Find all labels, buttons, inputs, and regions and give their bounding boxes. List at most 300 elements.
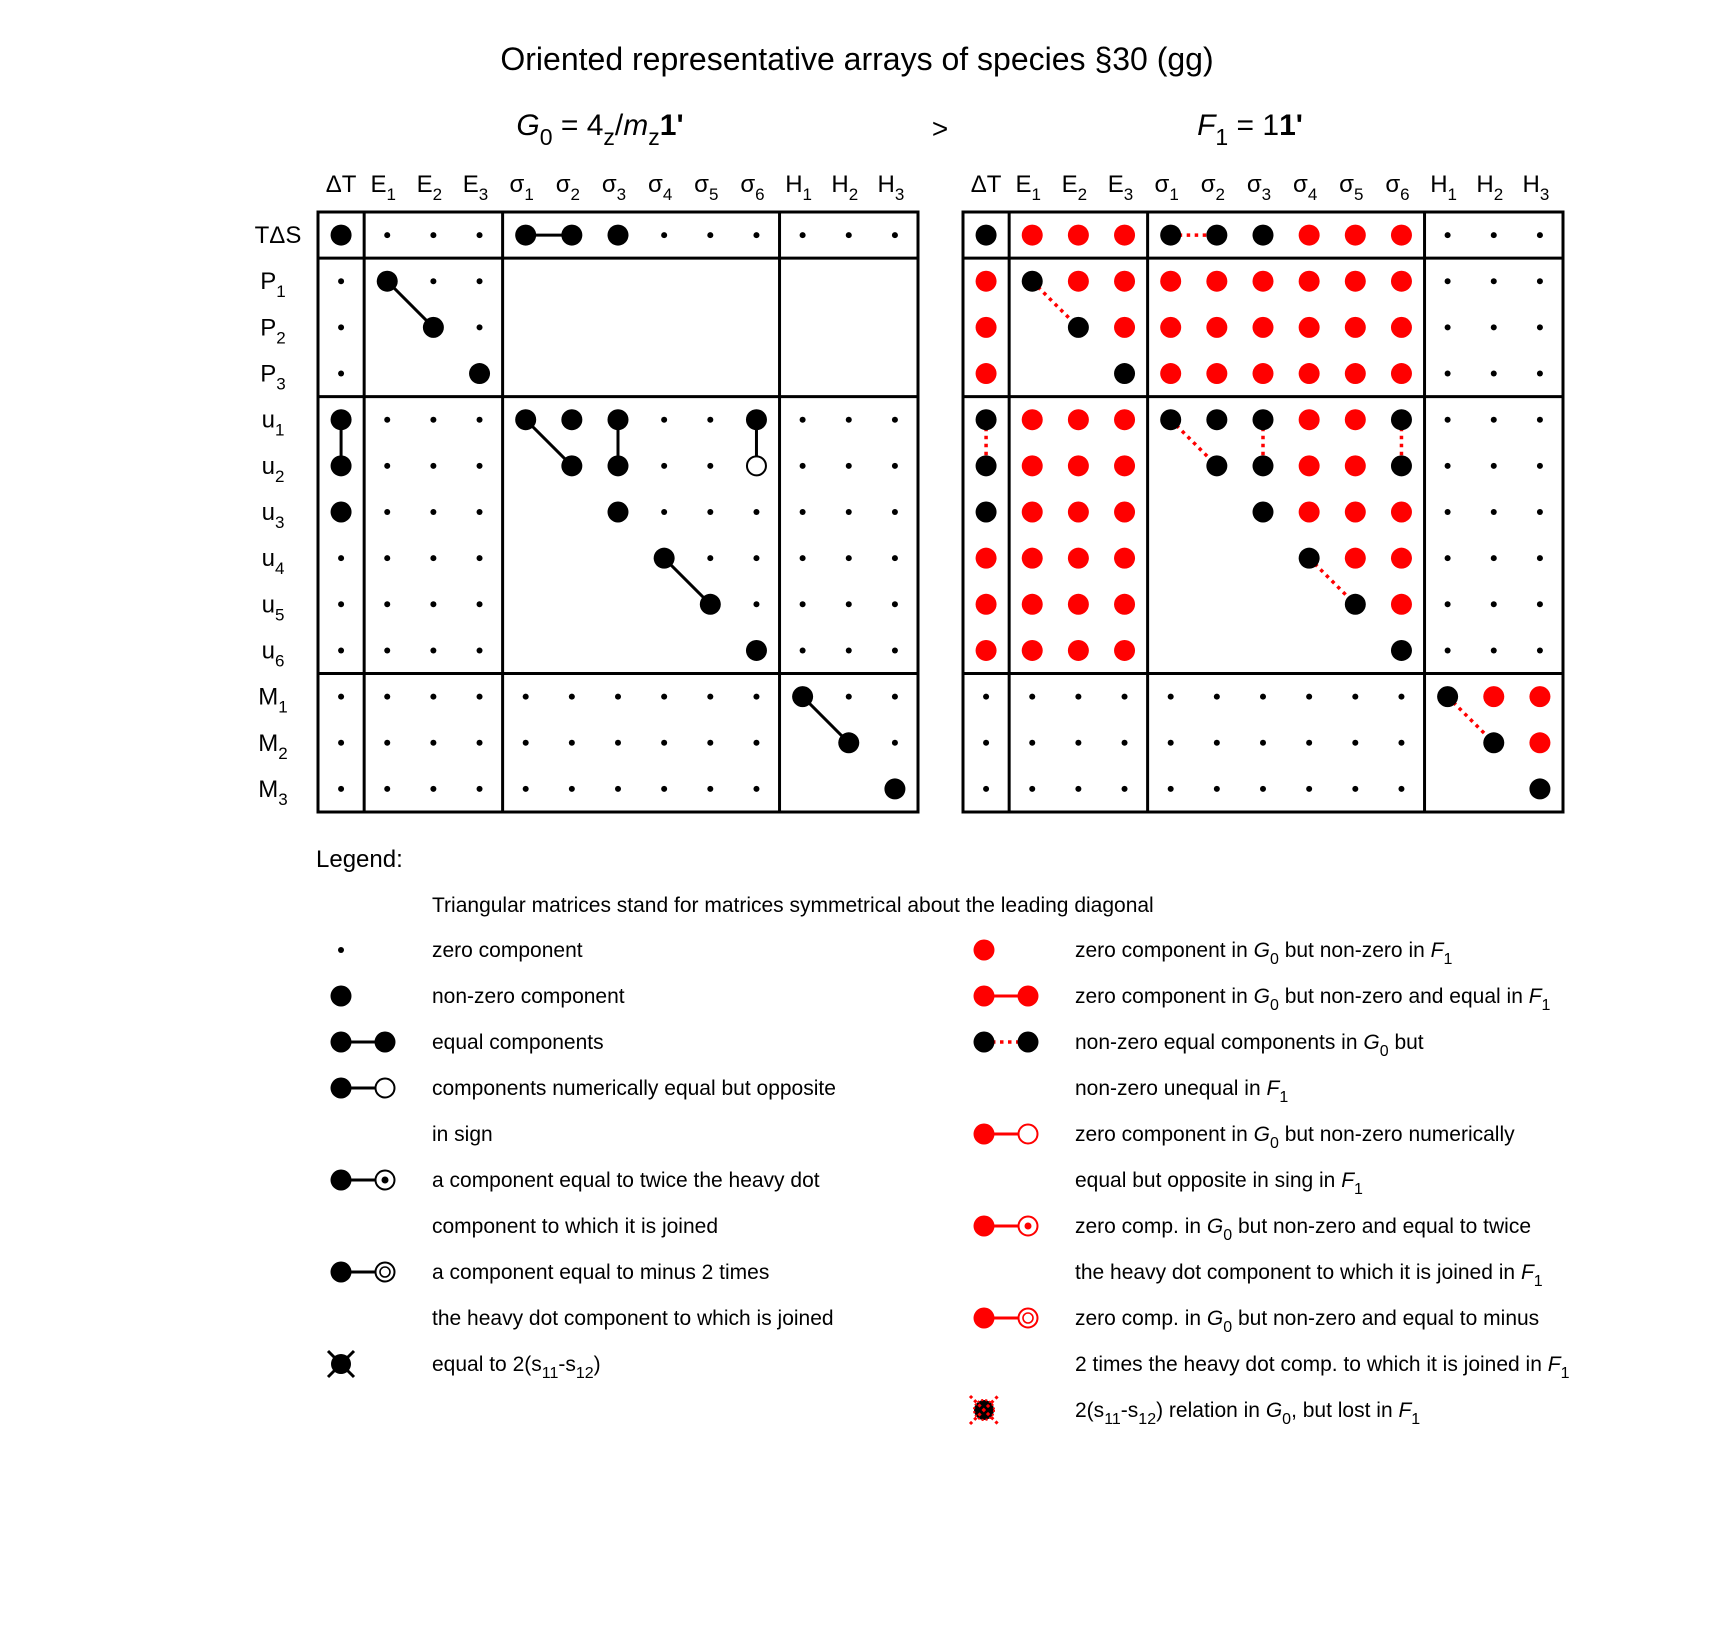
row-header <box>262 453 285 486</box>
zero-dot <box>707 232 713 238</box>
label-text: m <box>623 109 649 142</box>
column-header-base: σ <box>1200 171 1216 198</box>
heavy-dot <box>331 225 352 246</box>
column-header <box>1293 171 1317 204</box>
legend-text <box>1075 939 1452 968</box>
zero-dot <box>1491 324 1497 330</box>
red-dot <box>1299 271 1320 292</box>
zero-dot <box>1537 647 1543 653</box>
zero-dot <box>1168 786 1174 792</box>
row-header-base: P <box>260 314 277 342</box>
matrix-right <box>963 171 1563 812</box>
zero-dot-symbol <box>338 947 344 953</box>
legend-text <box>432 1307 834 1330</box>
label-text: non-zero component <box>432 985 625 1008</box>
zero-dot <box>1537 463 1543 469</box>
label-text: ) relation in <box>1156 1399 1266 1422</box>
column-header-base: E <box>1061 171 1078 198</box>
column-header-base: E <box>1107 171 1124 198</box>
column-header-base: σ <box>694 171 709 198</box>
zero-dot <box>892 509 898 515</box>
heavy-dot <box>746 640 767 661</box>
zero-dot <box>846 694 852 700</box>
heavy-dot <box>377 271 398 292</box>
label-text: non-zero unequal in <box>1075 1077 1267 1100</box>
legend-dot <box>331 1262 352 1283</box>
zero-dot <box>1122 740 1128 746</box>
red-dot <box>1068 502 1089 523</box>
column-header-base: H <box>1522 171 1540 198</box>
column-header <box>1339 171 1363 204</box>
legend-text <box>432 1261 769 1284</box>
zero-dot <box>384 509 390 515</box>
zero-dot <box>1445 555 1451 561</box>
column-header-base: σ <box>1385 171 1401 198</box>
label-text: , but lost in <box>1291 1399 1399 1422</box>
zero-dot <box>1029 786 1035 792</box>
zero-dot <box>800 509 806 515</box>
row-header-base: u <box>261 499 275 526</box>
dotted-link-symbol <box>974 1032 1039 1053</box>
red-dot <box>1253 317 1274 338</box>
row-header-base: P <box>260 268 277 296</box>
column-header-subscript: 2 <box>570 185 580 204</box>
zero-dot <box>1491 232 1497 238</box>
zero-dot <box>892 647 898 653</box>
label-text: F <box>1520 1261 1534 1284</box>
zero-dot <box>1029 694 1035 700</box>
legend-dot <box>974 940 995 961</box>
zero-dot <box>1122 786 1128 792</box>
column-header <box>370 171 395 204</box>
zero-dot <box>477 509 483 515</box>
legend-dot <box>338 947 344 953</box>
zero-dot <box>615 740 621 746</box>
label-text: the heavy dot component to which is joined <box>432 1307 834 1330</box>
legend-text <box>432 1169 820 1192</box>
zero-dot <box>430 601 436 607</box>
legend-text <box>432 1031 604 1054</box>
row-header-base: u <box>261 406 275 434</box>
red-minus-two-link-symbol <box>974 1308 1038 1329</box>
label-text: -s <box>1120 1399 1139 1422</box>
compare-symbol: > <box>931 113 949 144</box>
zero-dot <box>477 278 483 284</box>
zero-dot <box>477 463 483 469</box>
zero-dot <box>1398 740 1404 746</box>
column-header-base: σ <box>601 171 617 198</box>
zero-dot <box>1352 740 1358 746</box>
zero-dot <box>338 786 344 792</box>
column-header <box>878 171 905 204</box>
red-dot <box>1391 363 1412 384</box>
zero-dot <box>1491 601 1497 607</box>
zero-dot <box>430 509 436 515</box>
heavy-dot <box>561 455 582 476</box>
row-header <box>262 407 285 440</box>
heavy-dot <box>608 225 629 246</box>
zero-dot <box>338 555 344 561</box>
legend-dot <box>331 1032 352 1053</box>
zero-dot <box>523 694 529 700</box>
row-header-subscript: 2 <box>274 466 285 486</box>
column-header <box>831 171 858 204</box>
heavy-dot <box>1253 455 1274 476</box>
zero-dot <box>753 232 759 238</box>
red-dot <box>1022 455 1043 476</box>
label-text: G <box>1206 1307 1224 1330</box>
red-dot <box>1253 271 1274 292</box>
label-text: F <box>1547 1353 1561 1376</box>
red-dot <box>1345 271 1366 292</box>
row-header <box>260 314 285 347</box>
heavy-dot <box>1391 640 1412 661</box>
zero-dot <box>477 601 483 607</box>
red-dot <box>1068 594 1089 615</box>
legend-text <box>1075 1169 1363 1198</box>
zero-dot <box>1075 694 1081 700</box>
label-text: -s <box>558 1353 576 1376</box>
zero-dot <box>846 509 852 515</box>
label-text: G <box>1253 985 1270 1008</box>
legend-text <box>432 1077 836 1100</box>
zero-dot <box>569 694 575 700</box>
column-header-base: σ <box>555 171 571 198</box>
subscript-text: 1 <box>1560 1365 1570 1382</box>
legend-text <box>1075 985 1551 1014</box>
zero-dot <box>1491 463 1497 469</box>
zero-dot <box>661 463 667 469</box>
column-header-base: σ <box>648 171 663 198</box>
heavy-dot <box>976 225 997 246</box>
legend-center-dot <box>382 1177 389 1184</box>
zero-dot <box>1352 786 1358 792</box>
label-text: F <box>1430 939 1444 962</box>
red-dot <box>1529 732 1550 753</box>
zero-dot <box>523 786 529 792</box>
column-header <box>1247 171 1271 204</box>
legend-layer <box>328 939 1570 1428</box>
zero-dot <box>983 786 989 792</box>
zero-dot <box>892 232 898 238</box>
zero-dot <box>846 647 852 653</box>
zero-dot <box>569 740 575 746</box>
zero-dot <box>1214 740 1220 746</box>
zero-dot <box>800 601 806 607</box>
zero-dot <box>1491 417 1497 423</box>
legend-text <box>1075 1031 1424 1060</box>
zero-dot <box>753 601 759 607</box>
red-dot <box>1022 594 1043 615</box>
subscript-text: 0 <box>1269 997 1279 1014</box>
row-header-subscript: 6 <box>274 651 285 671</box>
red-dot <box>1114 317 1135 338</box>
label-text: components numerically equal but opposite <box>432 1077 836 1100</box>
label-text: zero component <box>432 939 583 962</box>
subscript-text: 1 <box>1411 1411 1421 1428</box>
column-header-base: H <box>831 171 849 198</box>
red-dot <box>1391 548 1412 569</box>
red-dot <box>976 594 997 615</box>
zero-dot <box>1445 509 1451 515</box>
zero-dot <box>1214 786 1220 792</box>
column-header-subscript: 6 <box>1400 185 1410 204</box>
red-dot <box>1391 594 1412 615</box>
heavy-dot <box>1022 271 1043 292</box>
heavy-dot <box>469 363 490 384</box>
red-dot <box>976 640 997 661</box>
row-header <box>262 545 285 578</box>
subscript-text: 0 <box>1269 1135 1279 1152</box>
equal-link-symbol <box>331 1032 396 1053</box>
column-header-subscript: 6 <box>755 185 765 204</box>
heavy-dot <box>1437 686 1458 707</box>
zero-dot <box>1537 417 1543 423</box>
column-header <box>510 171 534 204</box>
twice-link-symbol <box>331 1170 395 1191</box>
heavy-dot <box>608 455 629 476</box>
matrix-left <box>255 171 918 812</box>
column-header-base: σ <box>740 171 756 198</box>
label-text: zero component in <box>1075 985 1254 1008</box>
zero-dot <box>430 555 436 561</box>
zero-dot <box>477 694 483 700</box>
zero-dot <box>430 740 436 746</box>
zero-dot <box>753 694 759 700</box>
red-dot <box>1206 317 1227 338</box>
heavy-dot <box>561 225 582 246</box>
zero-dot <box>384 601 390 607</box>
heavy-dot <box>1299 548 1320 569</box>
row-header-base: u <box>261 452 275 480</box>
label-text: but <box>1388 1031 1424 1054</box>
legend-text <box>432 1215 718 1238</box>
zero-dot <box>983 740 989 746</box>
red-dot <box>1345 363 1366 384</box>
row-header <box>260 268 285 301</box>
zero-dot <box>1537 232 1543 238</box>
zero-dot <box>477 232 483 238</box>
heavy-dot <box>1114 363 1135 384</box>
heavy-dot <box>331 455 352 476</box>
zero-dot <box>1537 324 1543 330</box>
legend-open-dot <box>376 1079 395 1098</box>
column-header-subscript: 3 <box>1123 185 1134 204</box>
label-text: G <box>1253 1123 1270 1146</box>
zero-dot <box>1168 740 1174 746</box>
heavy-dot <box>331 409 352 430</box>
red-dot <box>1391 225 1412 246</box>
column-header-base: ΔT <box>325 171 357 198</box>
column-header-subscript: 5 <box>708 185 719 204</box>
label-text: 1' <box>659 109 684 142</box>
label-text: F <box>1341 1169 1355 1192</box>
label-text: but non-zero in <box>1278 939 1431 962</box>
heavy-dot <box>515 409 536 430</box>
zero-dot <box>1214 694 1220 700</box>
cross-dot-symbol <box>328 1351 354 1377</box>
zero-dot <box>477 647 483 653</box>
label-text: F <box>1266 1077 1280 1100</box>
zero-dot <box>1491 371 1497 377</box>
zero-dot <box>1537 555 1543 561</box>
label-text: zero comp. in <box>1075 1307 1207 1330</box>
red-dot <box>1299 225 1320 246</box>
legend-dot <box>1018 1032 1039 1053</box>
red-dot <box>1114 225 1135 246</box>
red-dot <box>1529 686 1550 707</box>
column-header <box>694 171 718 204</box>
zero-dot <box>384 463 390 469</box>
red-dot <box>1299 502 1320 523</box>
red-dot <box>1253 363 1274 384</box>
red-dot <box>1345 502 1366 523</box>
row-header-base: P <box>260 360 277 388</box>
red-dot <box>976 271 997 292</box>
zero-dot <box>800 555 806 561</box>
red-dot <box>1022 409 1043 430</box>
zero-dot <box>1168 694 1174 700</box>
subscript-text: 12 <box>1138 1411 1157 1428</box>
label-text: equal but opposite in sing in <box>1075 1169 1342 1192</box>
subscript-text: z <box>648 124 660 150</box>
label-text: non-zero equal components in <box>1075 1031 1364 1054</box>
zero-dot <box>1537 601 1543 607</box>
group-right-label <box>1197 109 1303 150</box>
red-dot <box>1114 640 1135 661</box>
zero-dot <box>846 601 852 607</box>
heavy-dot <box>700 594 721 615</box>
column-header-subscript: 2 <box>848 185 859 204</box>
heavy-dot <box>331 502 352 523</box>
column-header <box>1476 171 1503 204</box>
heavy-dot <box>976 455 997 476</box>
label-text: F <box>1528 985 1542 1008</box>
zero-dot <box>892 463 898 469</box>
subscript-text: 1 <box>1541 997 1551 1014</box>
subscript-text: 1 <box>1443 951 1453 968</box>
label-text: but non-zero and equal in <box>1278 985 1529 1008</box>
subscript-text: 12 <box>575 1365 594 1382</box>
legend-text <box>1075 1077 1288 1106</box>
row-header-subscript: 3 <box>276 374 286 394</box>
red-dot <box>1114 594 1135 615</box>
heavy-dot <box>884 778 905 799</box>
red-dot <box>1068 271 1089 292</box>
label-text: the heavy dot component to which it is joined in <box>1075 1261 1521 1284</box>
label-text: / <box>614 109 624 142</box>
zero-dot <box>1445 463 1451 469</box>
zero-dot <box>477 740 483 746</box>
zero-dot <box>615 786 621 792</box>
legend-text <box>432 985 625 1008</box>
zero-dot <box>477 555 483 561</box>
opposite-link-symbol <box>331 1078 395 1099</box>
label-text: component to which it is joined <box>432 1215 718 1238</box>
zero-dot <box>1491 555 1497 561</box>
column-header <box>1201 171 1225 204</box>
column-header-subscript: 3 <box>616 185 627 204</box>
zero-dot <box>384 786 390 792</box>
heavy-dot <box>1160 225 1181 246</box>
row-header-subscript: 3 <box>278 789 288 809</box>
heavy-dot <box>1253 502 1274 523</box>
column-header-subscript: 4 <box>1307 185 1318 204</box>
red-dot <box>1206 271 1227 292</box>
red-dot <box>1160 363 1181 384</box>
zero-dot <box>384 417 390 423</box>
label-text: G <box>516 109 540 142</box>
label-text: G <box>1253 939 1270 962</box>
zero-dot <box>707 694 713 700</box>
column-header <box>740 171 764 204</box>
row-header-base: TΔS <box>254 222 302 250</box>
column-header <box>1155 171 1179 204</box>
zero-dot <box>569 786 575 792</box>
zero-dot <box>477 417 483 423</box>
subscript-text: 1 <box>1279 1089 1289 1106</box>
figure-title: Oriented representative arrays of species §30 (gg) <box>500 41 1214 77</box>
zero-dot <box>384 740 390 746</box>
row-header-subscript: 1 <box>274 420 285 440</box>
label-text: G <box>1363 1031 1380 1054</box>
column-header-base: σ <box>1339 171 1354 198</box>
heavy-dot <box>515 225 536 246</box>
column-header <box>648 171 672 204</box>
column-header-base: ΔT <box>970 171 1002 198</box>
zero-dot <box>1445 601 1451 607</box>
row-header <box>262 591 285 624</box>
red-dot <box>1068 455 1089 476</box>
column-header-subscript: 2 <box>1493 185 1504 204</box>
row-header-base: u <box>261 637 275 665</box>
zero-dot <box>707 463 713 469</box>
label-text: F <box>1197 109 1216 142</box>
row-header-base: M <box>258 729 279 757</box>
column-header-subscript: 1 <box>802 185 813 204</box>
zero-dot <box>338 324 344 330</box>
subscript-text: z <box>603 124 615 150</box>
zero-dot <box>661 740 667 746</box>
heavy-dot <box>976 409 997 430</box>
zero-dot <box>1445 371 1451 377</box>
column-header-subscript: 2 <box>432 185 443 204</box>
red-dot <box>1299 317 1320 338</box>
label-text: G <box>1206 1215 1224 1238</box>
label-text: zero comp. in <box>1075 1215 1207 1238</box>
zero-dot <box>661 694 667 700</box>
red-dot <box>1022 640 1043 661</box>
zero-dot <box>707 786 713 792</box>
zero-dot <box>753 555 759 561</box>
zero-dot <box>523 740 529 746</box>
red-dot <box>1483 686 1504 707</box>
zero-dot <box>338 647 344 653</box>
zero-dot <box>1537 278 1543 284</box>
row-header <box>262 499 285 532</box>
subscript-text: 11 <box>1104 1411 1121 1428</box>
red-dot <box>1068 409 1089 430</box>
red-dot <box>1022 225 1043 246</box>
heavy-dot <box>1391 409 1412 430</box>
legend-note: Triangular matrices stand for matrices symmetrical about the leading diagonal <box>432 894 1154 917</box>
zero-dot <box>1260 740 1266 746</box>
label-text: but non-zero and equal to twice <box>1232 1215 1532 1238</box>
zero-dot <box>338 601 344 607</box>
zero-dot <box>707 417 713 423</box>
legend-dot <box>331 1170 352 1191</box>
heavy-dot <box>976 502 997 523</box>
